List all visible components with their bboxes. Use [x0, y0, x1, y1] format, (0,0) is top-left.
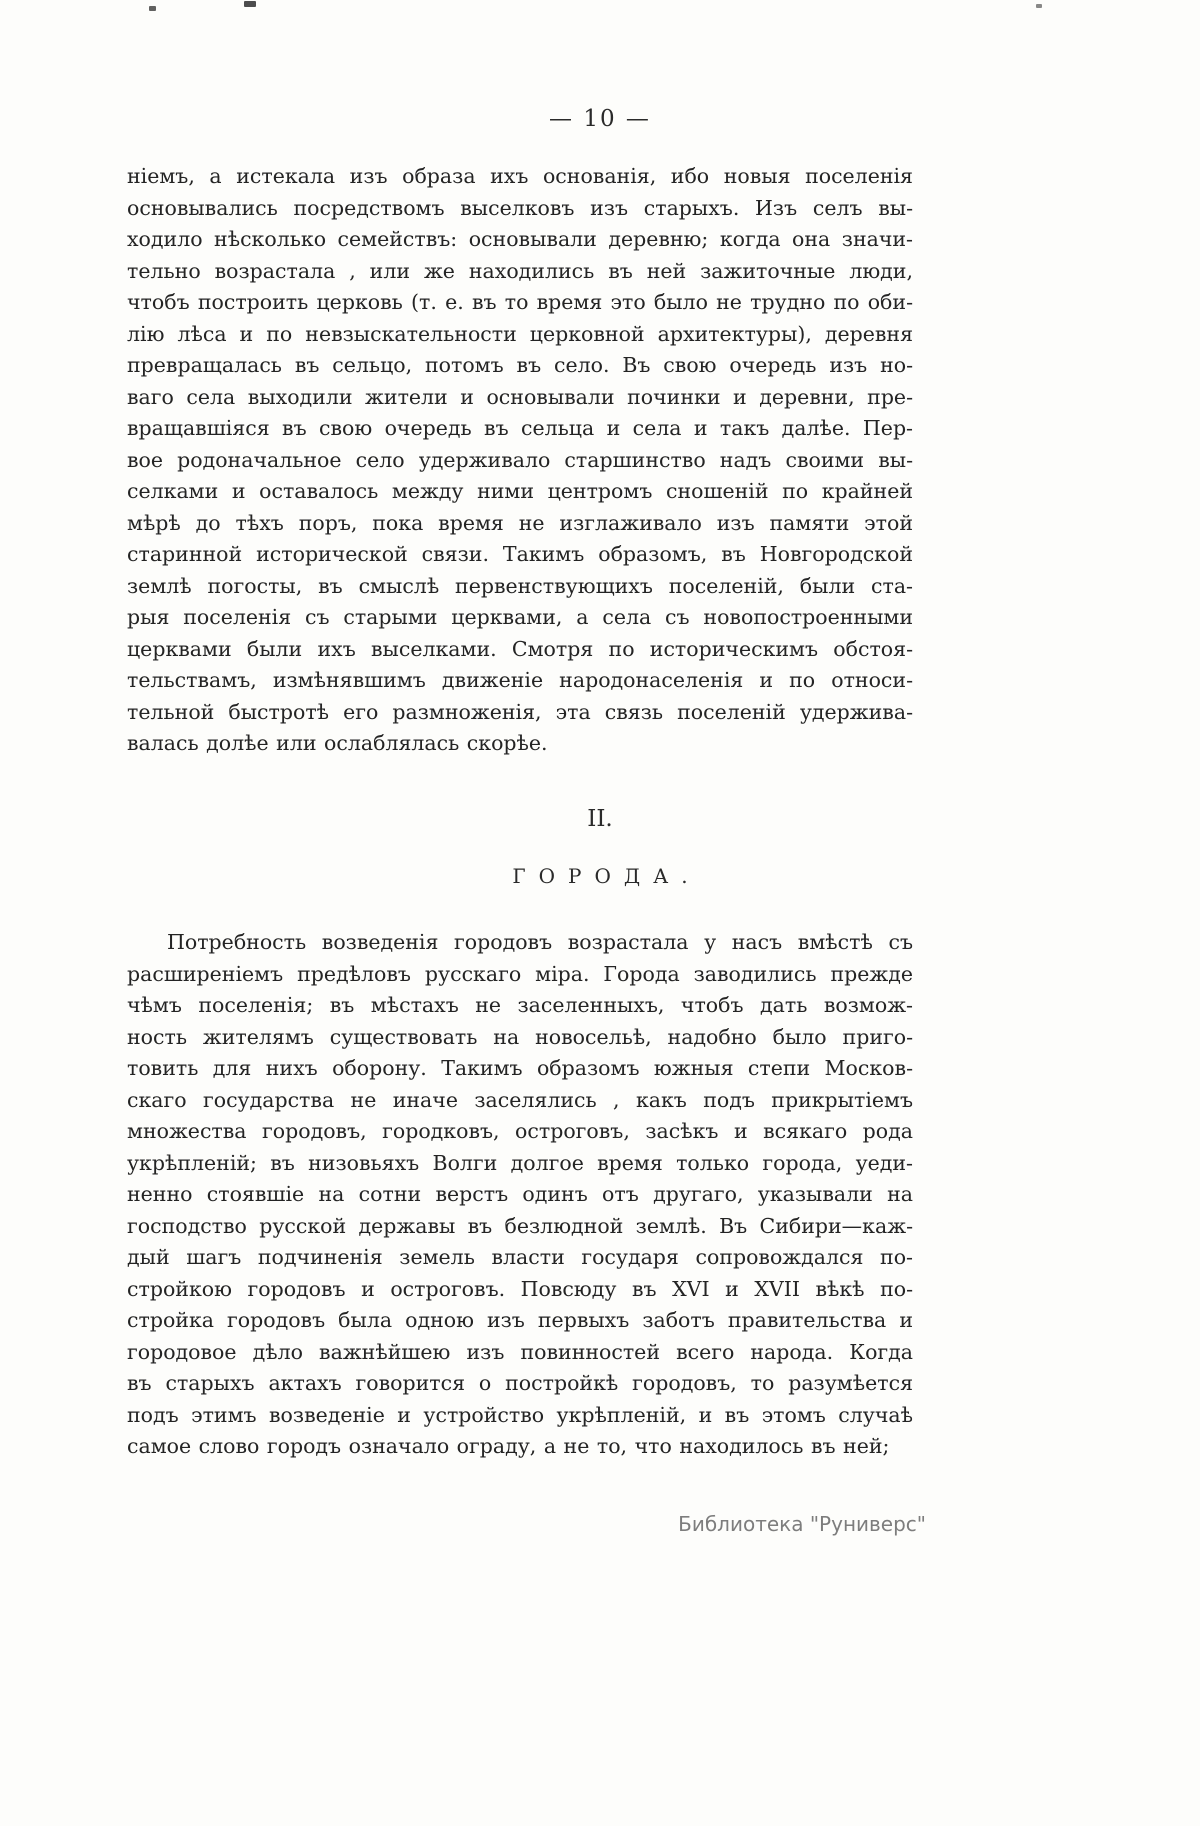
text-line: вое родоначальное село удерживало старшинство надъ своими вы- — [127, 447, 913, 472]
page-number: — 10 — — [549, 106, 651, 132]
text-line: мѣрѣ до тѣхъ поръ, пока время не изглаживало изъ памяти этой — [127, 510, 913, 535]
text-line: ніемъ, а истекала изъ образа ихъ основанія, ибо новыя поселенія — [127, 164, 913, 188]
text-line: рыя поселенія съ старыми церквами, а села съ новопостроенными — [127, 605, 913, 629]
scan-artifact — [244, 1, 256, 7]
text-line: чѣмъ поселенія; въ мѣстахъ не заселенныхъ, чтобъ дать возмож- — [127, 993, 913, 1017]
text-line: основывались посредствомъ выселковъ изъ старыхъ. Изъ селъ вы- — [127, 195, 913, 220]
text-line: тельствамъ, измѣнявшимъ движеніе народонаселенія и по относи- — [127, 668, 913, 692]
scan-artifact — [149, 6, 156, 11]
text-line: превращалась въ сельцо, потомъ въ село. Въ свою очередь изъ но- — [127, 353, 913, 377]
text-line: скаго государства не иначе заселялись , какъ подъ прикрытіемъ — [127, 1087, 913, 1112]
text-line: валась долѣе или ослаблялась скорѣе. — [127, 731, 548, 755]
text-line: множества городовъ, городковъ, остроговъ, засѣкъ и всякаго рода — [127, 1119, 913, 1143]
scan-artifact — [1036, 4, 1042, 8]
text-line: старинной исторической связи. Такимъ образомъ, въ Новгородской — [127, 542, 913, 566]
text-line: Потребность возведенія городовъ возрастала у насъ вмѣстѣ съ — [167, 930, 913, 954]
text-line: церквами были ихъ выселками. Смотря по историческимъ обстоя- — [127, 636, 913, 661]
text-line: подъ этимъ возведеніе и устройство укрѣпленій, и въ этомъ случаѣ — [127, 1402, 913, 1427]
text-line: ваго села выходили жители и основывали починки и деревни, пре- — [127, 384, 913, 409]
text-line: лію лѣса и по невзыскательности церковной архитектуры), деревня — [127, 321, 913, 346]
text-line: стройкою городовъ и остроговъ. Повсюду въ XVI и XVII вѣкѣ по- — [127, 1276, 913, 1301]
text-line: укрѣпленій; въ низовьяхъ Волги долгое время только города, уеди- — [127, 1150, 913, 1175]
text-line: тельной быстротѣ его размноженія, эта связь поселеній удержива- — [127, 699, 913, 724]
text-line: господство русской державы въ безлюдной землѣ. Въ Сибири—каж- — [127, 1213, 913, 1238]
text-line: городовое дѣло важнѣйшею изъ повинностей всего народа. Когда — [127, 1339, 913, 1364]
paragraph-body — [127, 927, 913, 1463]
text-line: самое слово городъ означало ограду, а не то, что находилось въ ней; — [127, 1434, 890, 1458]
text-line: расширеніемъ предѣловъ русскаго міра. Города заводились прежде — [127, 961, 913, 986]
paragraph-continuation — [127, 161, 913, 760]
text-line: землѣ погосты, въ смыслѣ первенствующихъ поселеній, были ста- — [127, 573, 913, 598]
text-line: дый шагъ подчиненія земель власти государя сопровождался по- — [127, 1245, 913, 1269]
text-line: чтобъ построить церковь (т. е. въ то время это было не трудно по оби- — [127, 290, 913, 314]
text-line: въ старыхъ актахъ говорится о постройкѣ городовъ, то разумѣется — [127, 1371, 913, 1395]
text-line: тельно возрастала , или же находились въ ней зажиточные люди, — [127, 258, 913, 283]
text-line: ходило нѣсколько семействъ: основывали деревню; когда она значи- — [127, 227, 913, 251]
library-watermark: Библиотека "Руниверс" — [678, 1512, 926, 1536]
section-title: ГОРОДА. — [512, 864, 701, 888]
text-line: товить для нихъ оборону. Такимъ образомъ южныя степи Москов- — [127, 1056, 913, 1080]
text-line: стройка городовъ была одною изъ первыхъ заботъ правительства и — [127, 1308, 913, 1332]
text-line: ность жителямъ существовать на новосельѣ, надобно было приго- — [127, 1024, 913, 1049]
text-line: селками и оставалось между ними центромъ сношеній по крайней — [127, 479, 913, 503]
section-number: II. — [587, 806, 613, 832]
text-line: ненно стоявшіе на сотни верстъ одинъ отъ другаго, указывали на — [127, 1182, 913, 1206]
text-line: вращавшіяся въ свою очередь въ сельца и села и такъ далѣе. Пер- — [127, 416, 913, 440]
